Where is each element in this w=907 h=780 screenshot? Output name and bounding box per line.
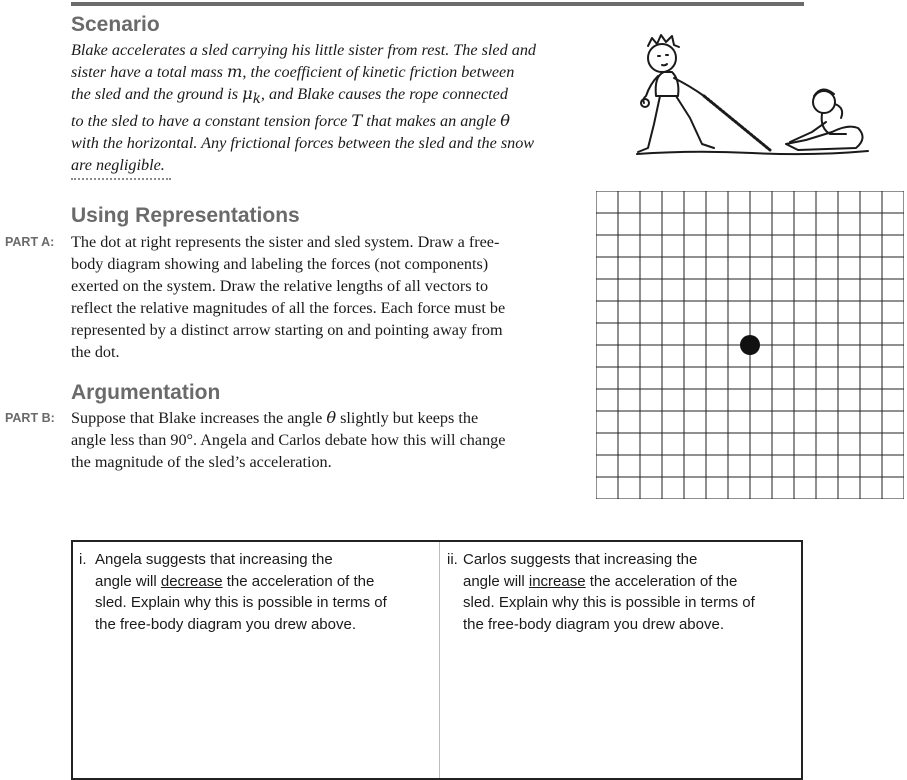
math-symbol: $\mu_k$ — [242, 84, 261, 108]
angela-prompt-number: i. — [79, 551, 87, 568]
dotted-separator — [71, 178, 171, 180]
scenario-text: Blake accelerates a sled carrying his little sister from rest. The sled and sister have a total mass m, the coefficient of kinetic friction between the sled and the ground is $\mu_k$, and Blake causes the rope connected to the sled to have a constant tension force T that makes an angle θ with the horizontal. Any frictional forces between the sled and the snow are negligible. — [71, 41, 537, 175]
math-symbol: m — [227, 62, 243, 81]
part-a-text: The dot at right represents the sister and sled system. Draw a free- body diagram showing and labeling the forces (not components) exerted on the system. Draw the relative lengths of all vectors to reflect the relative magnitudes of all the forces. Each force must be represented by a distinct arrow starting on and pointing away from the dot. — [71, 233, 506, 361]
free-body-grid[interactable] — [596, 191, 904, 499]
sled-illustration — [632, 32, 872, 162]
carlos-prompt-text: Carlos suggests that increasing the angle will increase the acceleration of the sled. Explain why this is possible in terms of the free-body diagram you drew above. — [463, 551, 755, 633]
underlined-word: increase — [528, 572, 586, 590]
answer-box — [71, 540, 803, 780]
math-symbol: θ — [500, 111, 510, 131]
answer-divider — [439, 542, 440, 778]
argumentation-heading: Argumentation — [71, 381, 221, 404]
carlos-answer-area[interactable] — [447, 549, 792, 635]
carlos-prompt-number: ii. — [447, 551, 458, 568]
angela-prompt-text: Angela suggests that increasing the angle will decrease the acceleration of the sled. Explain why this is possible in terms of the free-body diagram you drew above. — [95, 551, 387, 633]
scenario-heading: Scenario — [71, 13, 160, 36]
part-b-label: PART B: — [5, 411, 55, 425]
system-dot — [740, 335, 760, 355]
top-rule — [71, 2, 804, 6]
part-a-label: PART A: — [5, 235, 55, 249]
math-symbol: T — [351, 111, 363, 131]
angela-answer-area[interactable] — [79, 549, 424, 635]
math-symbol: θ — [326, 408, 337, 427]
part-b-text: Suppose that Blake increases the angle θ slightly but keeps the angle less than 90°. Angela and Carlos debate how this will change the magnitude of the sled’s acceleration. — [71, 408, 506, 471]
underlined-word: decrease — [160, 572, 223, 590]
representations-heading: Using Representations — [71, 204, 300, 227]
